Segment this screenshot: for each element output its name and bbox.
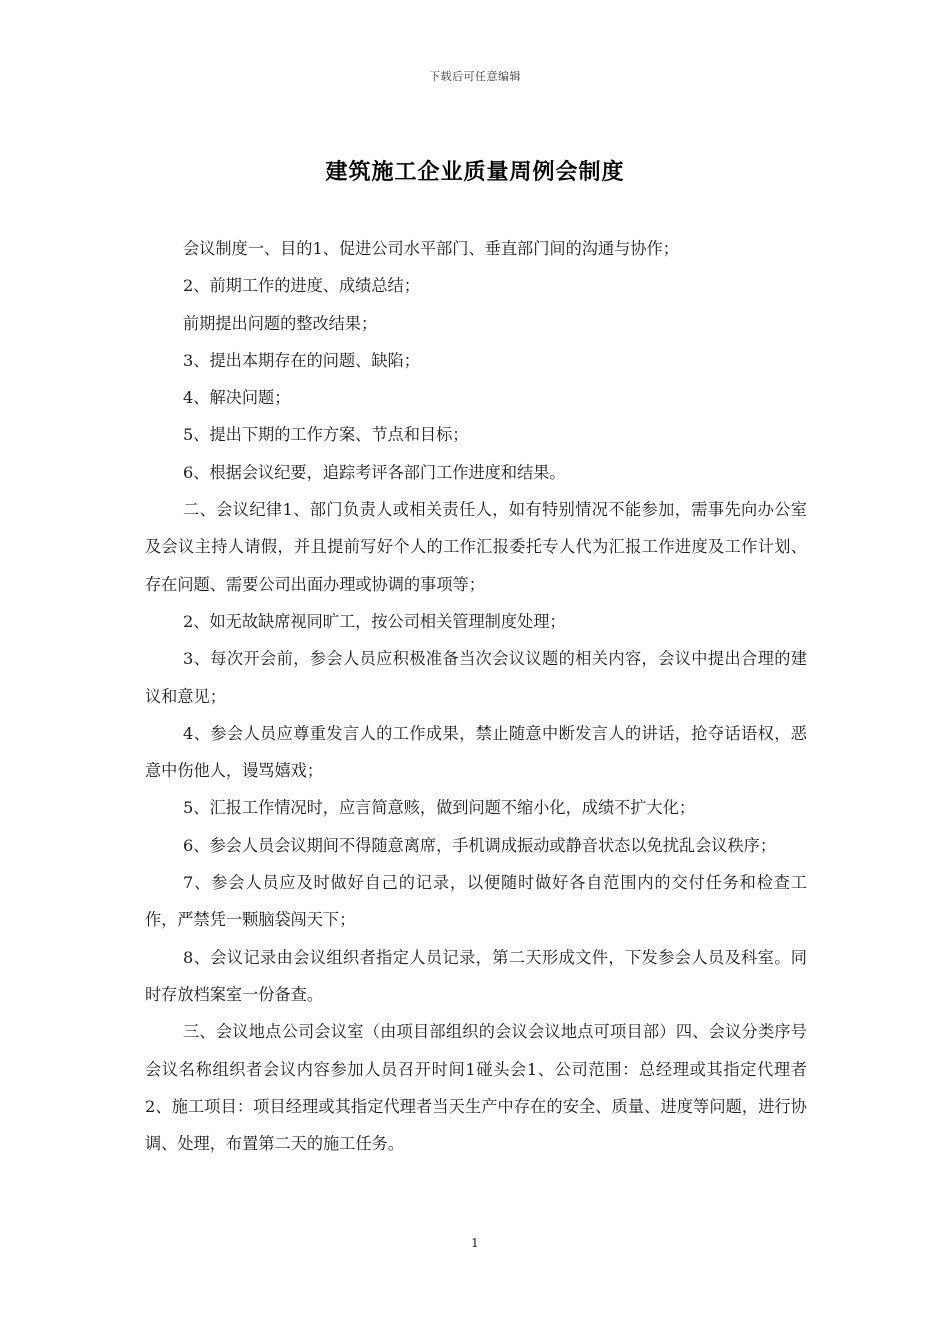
- page-number: 1: [471, 1236, 479, 1250]
- paragraph-purpose-2b: 前期提出问题的整改结果；: [183, 313, 378, 333]
- paragraph-discipline-1: 二、会议纪律1、部门负责人或相关责任人，如有特别情况不能参加，需事先向办公室及会议主持人请假，并且提前写好个人的工作汇报委托专人代为汇报工作进度及工作计划、存在问题、需要公司出面办理或协调的事项等；: [145, 500, 807, 594]
- header-note: 下载后可任意编辑: [429, 70, 521, 83]
- document-title: 建筑施工企业质量周例会制度: [325, 159, 625, 185]
- document-body: [145, 230, 807, 1162]
- paragraph-discipline-6: 6、参会人员会议期间不得随意离席，手机调成振动或静音状态以免扰乱会议秩序；: [183, 835, 777, 855]
- paragraph-purpose-5: 5、提出下期的工作方案、节点和目标；: [183, 425, 469, 445]
- paragraph-discipline-7: 7、参会人员应及时做好自己的记录，以便随时做好各自范围内的交付任务和检查工作，严禁凭一颗脑袋闯天下；: [145, 873, 807, 930]
- paragraph-purpose-3: 3、提出本期存在的问题、缺陷；: [183, 350, 420, 370]
- paragraph-discipline-3: 3、每次开会前，参会人员应积极准备当次会议议题的相关内容，会议中提出合理的建议和意见；: [145, 649, 807, 706]
- paragraph-discipline-8: 8、会议记录由会议组织者指定人员记录，第二天形成文件，下发参会人员及科室。同时存放档案室一份备查。: [145, 947, 807, 1004]
- paragraph-discipline-4: 4、参会人员应尊重发言人的工作成果，禁止随意中断发言人的讲话，抢夺话语权，恶意中伤他人，谩骂嬉戏；: [145, 723, 807, 781]
- paragraph-purpose-1: 会议制度一、目的1、促进公司水平部门、垂直部门间的沟通与协作；: [183, 239, 679, 258]
- paragraph-purpose-4: 4、解决问题；: [183, 388, 291, 408]
- paragraph-location-classification: 三、会议地点公司会议室（由项目部组织的会议会议地点可项目部）四、会议分类序号会议名称组织者会议内容参加人员召开时间1碰头会1、公司范围：总经理或其指定代理者2、施工项目：项目经理或其指定代理者当天生产中存在的安全、质量、进度等问题，进行协调、处理，布置第二天的施工任务。: [145, 1022, 807, 1154]
- paragraph-discipline-5: 5、汇报工作情况时，应言简意赅，做到问题不缩小化，成绩不扩大化；: [183, 798, 696, 818]
- paragraph-discipline-2: 2、如无故缺席视同旷工，按公司相关管理制度处理；: [183, 611, 566, 631]
- paragraph-purpose-6: 6、根据会议纪要，追踪考评各部门工作进度和结果。: [183, 462, 566, 482]
- paragraph-purpose-2: 2、前期工作的进度、成绩总结；: [183, 276, 420, 296]
